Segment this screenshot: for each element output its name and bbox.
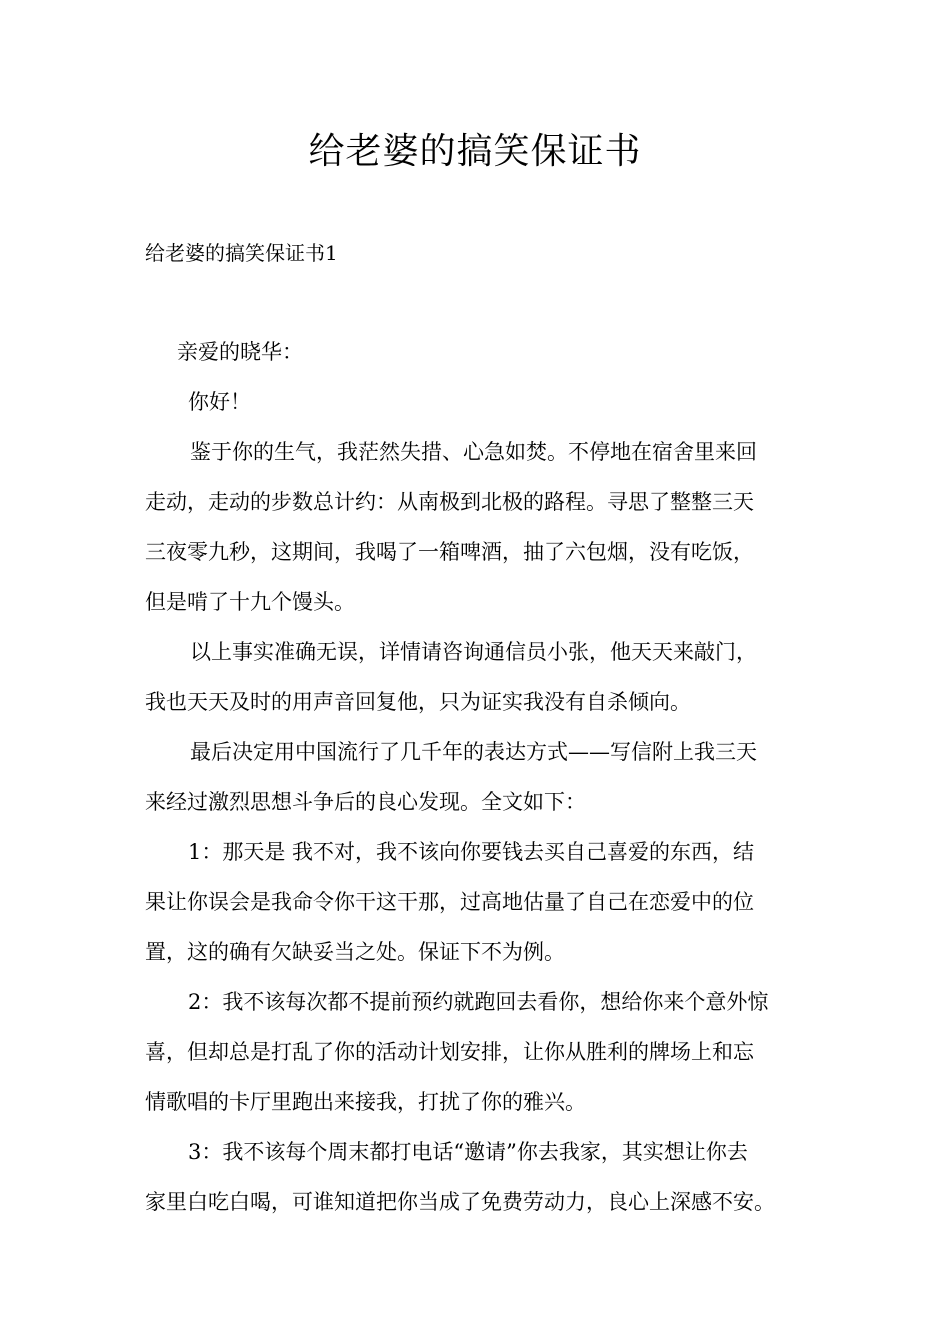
paragraph-line: 鉴于你的生气，我茫然失措、心急如焚。不停地在宿舍里来回 bbox=[190, 440, 757, 464]
paragraph-line: 家里白吃白喝，可谁知道把你当成了免费劳动力，良心上深感不安。 bbox=[145, 1190, 775, 1214]
paragraph-line: 走动，走动的步数总计约：从南极到北极的路程。寻思了整整三天 bbox=[145, 490, 754, 514]
paragraph-line: 3：我不该每个周末都打电话“邀请”你去我家，其实想让你去 bbox=[188, 1140, 748, 1164]
paragraph-line: 但是啃了十九个馒头。 bbox=[145, 590, 355, 614]
paragraph-line: 三夜零九秒，这期间，我喝了一箱啤酒，抽了六包烟，没有吃饭， bbox=[145, 540, 754, 564]
paragraph-line: 置，这的确有欠缺妥当之处。保证下不为例。 bbox=[145, 940, 565, 964]
paragraph-line: 情歌唱的卡厅里跑出来接我，打扰了你的雅兴。 bbox=[145, 1090, 586, 1114]
paragraph-line: 我也天天及时的用声音回复他，只为证实我没有自杀倾向。 bbox=[145, 690, 691, 714]
paragraph-line: 来经过激烈思想斗争后的良心发现。全文如下： bbox=[145, 790, 586, 814]
document-title: 给老婆的搞笑保证书 bbox=[308, 131, 642, 172]
paragraph-line: 最后决定用中国流行了几千年的表达方式——写信附上我三天 bbox=[190, 740, 757, 764]
paragraph-line: 2：我不该每次都不提前预约就跑回去看你，想给你来个意外惊 bbox=[188, 990, 769, 1014]
salutation: 亲爱的晓华： bbox=[177, 340, 303, 364]
paragraph-line: 果让你误会是我命令你干这干那，过高地估量了自己在恋爱中的位 bbox=[145, 890, 754, 914]
paragraph-line: 1：那天是 我不对，我不该向你要钱去买自己喜爱的东西，结 bbox=[188, 840, 755, 864]
greeting: 你好！ bbox=[188, 390, 251, 414]
paragraph-line: 以上事实准确无误，详情请咨询通信员小张，他天天来敲门， bbox=[190, 640, 757, 664]
paragraph-line: 喜，但却总是打乱了你的活动计划安排，让你从胜利的牌场上和忘 bbox=[145, 1040, 754, 1064]
document-subtitle: 给老婆的搞笑保证书1 bbox=[145, 241, 338, 265]
